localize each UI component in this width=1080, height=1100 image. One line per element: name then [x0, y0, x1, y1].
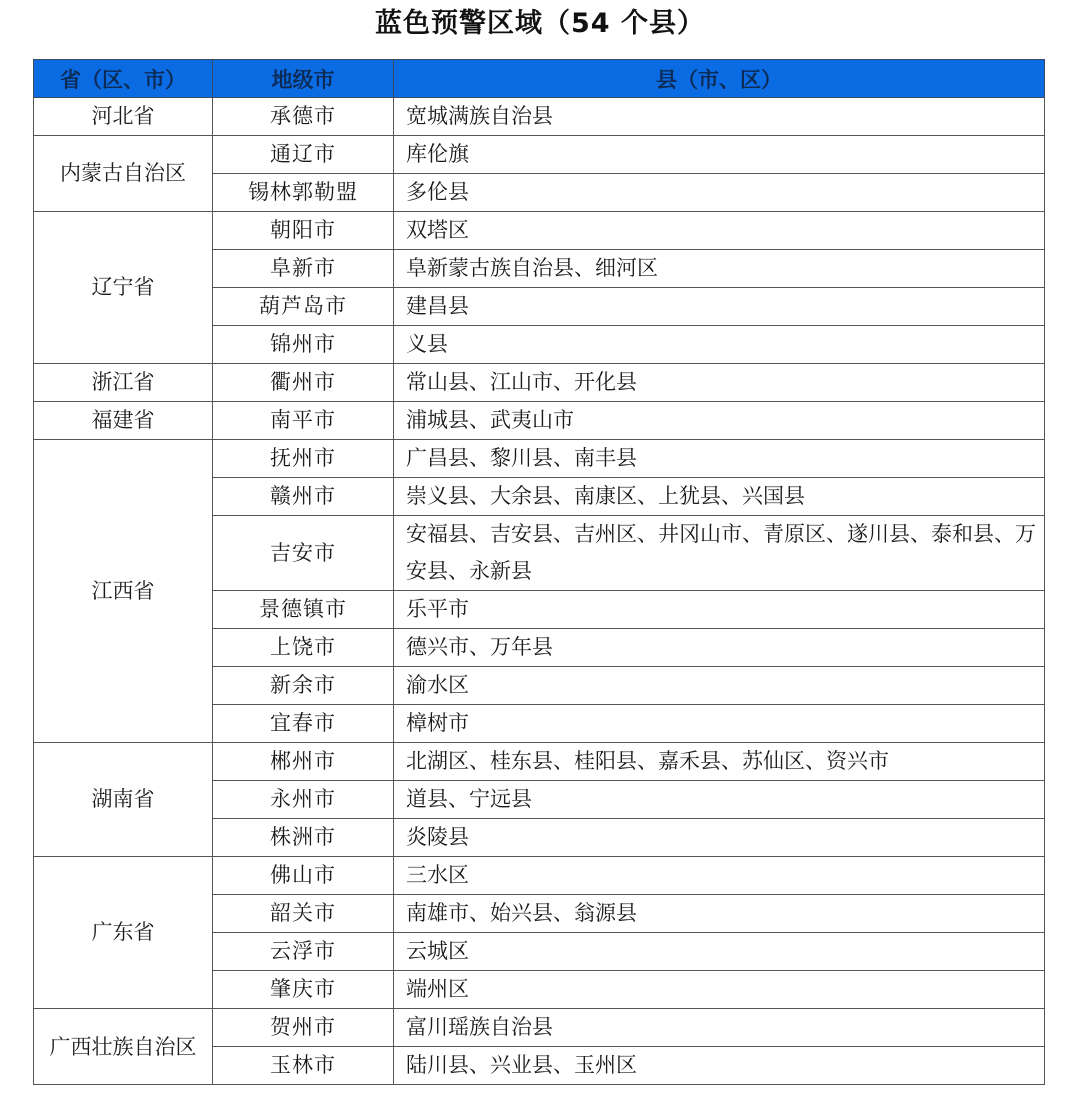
table-row	[34, 364, 1045, 402]
city-cell: 云浮市	[213, 933, 394, 971]
city-cell: 衢州市	[213, 364, 394, 402]
table-row	[34, 440, 1045, 478]
county-cell: 北湖区、桂东县、桂阳县、嘉禾县、苏仙区、资兴市	[394, 743, 1045, 781]
county-cell: 义县	[394, 326, 1045, 364]
table-row	[34, 212, 1045, 250]
county-cell: 渝水区	[394, 667, 1045, 705]
county-cell: 道县、宁远县	[394, 781, 1045, 819]
city-cell: 佛山市	[213, 857, 394, 895]
county-cell: 阜新蒙古族自治县、细河区	[394, 250, 1045, 288]
county-cell: 双塔区	[394, 212, 1045, 250]
county-cell: 三水区	[394, 857, 1045, 895]
city-cell: 锡林郭勒盟	[213, 174, 394, 212]
city-cell: 景德镇市	[213, 591, 394, 629]
city-cell: 赣州市	[213, 478, 394, 516]
table-row	[34, 98, 1045, 136]
header-county: 县（市、区）	[394, 60, 1045, 98]
city-cell: 阜新市	[213, 250, 394, 288]
county-cell: 端州区	[394, 971, 1045, 1009]
county-cell: 德兴市、万年县	[394, 629, 1045, 667]
header-province: 省（区、市）	[34, 60, 213, 98]
county-cell: 建昌县	[394, 288, 1045, 326]
table-header-row	[34, 60, 1045, 98]
county-cell: 多伦县	[394, 174, 1045, 212]
city-cell: 永州市	[213, 781, 394, 819]
county-cell: 库伦旗	[394, 136, 1045, 174]
county-cell: 宽城满族自治县	[394, 98, 1045, 136]
table-row	[34, 1009, 1045, 1047]
province-cell: 辽宁省	[34, 212, 213, 364]
county-cell: 浦城县、武夷山市	[394, 402, 1045, 440]
city-cell: 上饶市	[213, 629, 394, 667]
county-cell: 南雄市、始兴县、翁源县	[394, 895, 1045, 933]
province-cell: 浙江省	[34, 364, 213, 402]
city-cell: 锦州市	[213, 326, 394, 364]
city-cell: 南平市	[213, 402, 394, 440]
province-cell: 河北省	[34, 98, 213, 136]
county-cell: 富川瑶族自治县	[394, 1009, 1045, 1047]
county-cell: 崇义县、大余县、南康区、上犹县、兴国县	[394, 478, 1045, 516]
province-cell: 江西省	[34, 440, 213, 743]
county-cell: 乐平市	[394, 591, 1045, 629]
county-cell: 樟树市	[394, 705, 1045, 743]
city-cell: 郴州市	[213, 743, 394, 781]
city-cell: 贺州市	[213, 1009, 394, 1047]
city-cell: 株洲市	[213, 819, 394, 857]
warning-region-table	[33, 59, 1045, 1085]
city-cell: 抚州市	[213, 440, 394, 478]
city-cell: 朝阳市	[213, 212, 394, 250]
county-cell: 安福县、吉安县、吉州区、井冈山市、青原区、遂川县、泰和县、万安县、永新县	[394, 516, 1045, 591]
province-cell: 广东省	[34, 857, 213, 1009]
city-cell: 新余市	[213, 667, 394, 705]
province-cell: 内蒙古自治区	[34, 136, 213, 212]
city-cell: 承德市	[213, 98, 394, 136]
city-cell: 宜春市	[213, 705, 394, 743]
county-cell: 炎陵县	[394, 819, 1045, 857]
city-cell: 肇庆市	[213, 971, 394, 1009]
table-row	[34, 857, 1045, 895]
table-row	[34, 743, 1045, 781]
header-city: 地级市	[213, 60, 394, 98]
page-title: 蓝色预警区域（54 个县）	[375, 8, 705, 39]
county-cell: 常山县、江山市、开化县	[394, 364, 1045, 402]
county-cell: 云城区	[394, 933, 1045, 971]
province-cell: 广西壮族自治区	[34, 1009, 213, 1085]
city-cell: 吉安市	[213, 516, 394, 591]
city-cell: 韶关市	[213, 895, 394, 933]
table-row	[34, 402, 1045, 440]
province-cell: 湖南省	[34, 743, 213, 857]
city-cell: 玉林市	[213, 1047, 394, 1085]
county-cell: 广昌县、黎川县、南丰县	[394, 440, 1045, 478]
county-cell: 陆川县、兴业县、玉州区	[394, 1047, 1045, 1085]
city-cell: 通辽市	[213, 136, 394, 174]
city-cell: 葫芦岛市	[213, 288, 394, 326]
table-row	[34, 136, 1045, 174]
province-cell: 福建省	[34, 402, 213, 440]
